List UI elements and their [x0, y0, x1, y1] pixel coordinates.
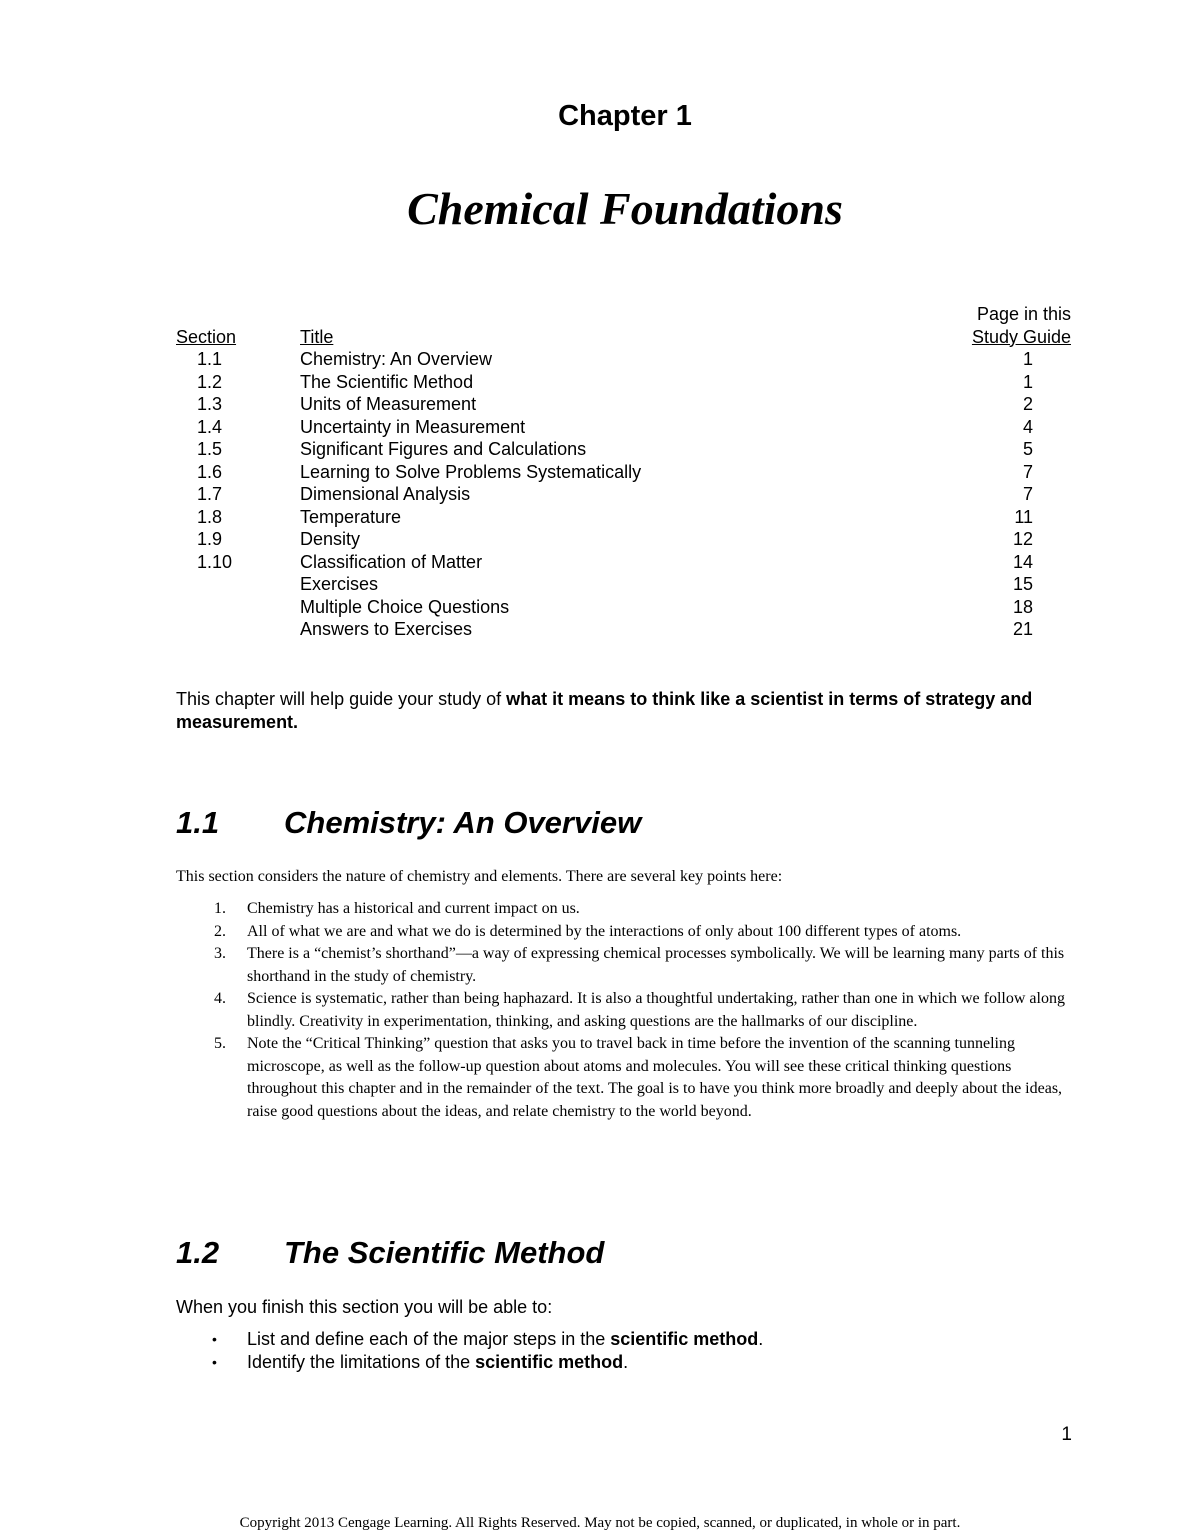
toc-row-section: 1.10 — [197, 551, 233, 572]
page-number: 1 — [1061, 1424, 1072, 1445]
toc-row — [176, 618, 1071, 641]
section-1-2-intro: When you finish this section you will be able to: — [176, 1297, 553, 1317]
toc-row-page: 1 — [1022, 371, 1033, 392]
bullet-icon: • — [212, 1331, 217, 1347]
list-item — [176, 1033, 1076, 1123]
toc-row — [176, 596, 1071, 619]
toc-row-page: 11 — [1014, 506, 1033, 527]
section-heading-1-2 — [176, 1235, 604, 1271]
list-item — [176, 988, 1076, 1033]
list-item — [176, 1328, 1076, 1351]
toc-row-section: 1.8 — [197, 506, 223, 527]
list-item-bold: scientific method — [610, 1329, 759, 1349]
list-item-text: There is a “chemist’s shorthand”—a way of expressing chemical processes symbolically. We will be learning many parts of this shorthand in the study of chemistry. — [247, 945, 1065, 985]
toc-row-title: Dimensional Analysis — [300, 484, 471, 504]
toc-row-title: Answers to Exercises — [300, 619, 473, 639]
list-item-text: List and define each of the major steps in the — [247, 1329, 611, 1349]
toc-row-page: 14 — [1012, 551, 1033, 572]
toc-row — [176, 438, 1071, 461]
list-item-text: Identify the limitations of the — [247, 1352, 476, 1372]
list-item-end: . — [758, 1329, 764, 1349]
list-item-number: 2. — [214, 922, 226, 940]
toc-header-line-1 — [176, 303, 1071, 326]
list-item-number: 1. — [214, 900, 226, 917]
toc-header-line-2 — [176, 326, 1071, 349]
toc-row-section: 1.4 — [197, 416, 223, 437]
toc-row — [176, 551, 1071, 574]
toc-row — [176, 506, 1071, 529]
toc-row — [176, 371, 1071, 394]
toc-row — [176, 528, 1071, 551]
list-item — [176, 1351, 1076, 1374]
list-item-number: 4. — [214, 990, 226, 1007]
toc-header-title: Title — [300, 326, 334, 347]
chapter-intro — [176, 688, 1076, 734]
section-1-2-objectives — [176, 1328, 1076, 1374]
toc-header-section: Section — [176, 326, 237, 347]
toc-header-page-line1: Page in this — [976, 304, 1071, 324]
toc-row-title: The Scientific Method — [300, 371, 474, 392]
toc-row-page: 7 — [1022, 461, 1033, 482]
toc-row-page: 15 — [1012, 574, 1033, 594]
list-item — [176, 898, 1076, 921]
toc-header-page-line2: Study Guide — [971, 326, 1071, 347]
toc-row-section: 1.7 — [197, 484, 223, 504]
list-item-text: Chemistry has a historical and current impact on us. — [247, 900, 580, 917]
section-number: 1.1 — [176, 805, 220, 840]
chapter-title: Chemical Foundations — [407, 183, 843, 234]
toc-row — [176, 393, 1071, 416]
section-title: Chemistry: An Overview — [284, 805, 642, 840]
toc-row-title: Multiple Choice Questions — [300, 596, 510, 617]
toc-row-page: 21 — [1012, 619, 1033, 639]
list-item-number: 3. — [214, 945, 226, 962]
section-heading-1-1 — [176, 805, 641, 841]
section-number: 1.2 — [176, 1235, 220, 1270]
toc-row-page: 2 — [1022, 394, 1033, 414]
list-item-text: Note the “Critical Thinking” question that asks you to travel back in time before the invention of the scanning tunneling microscope, as well as the follow-up question about atoms and molecules. You will see these critical thinking questions throughout this chapter and in the remainder of the text. The goal is to have you think more broadly and deeply about the ideas, raise good questions about the ideas, and relate chemistry to the world beyond. — [247, 1035, 1063, 1120]
toc-row-title: Chemistry: An Overview — [300, 349, 493, 369]
toc-row-title: Temperature — [300, 506, 402, 527]
list-item-text: Science is systematic, rather than being haphazard. It is also a thoughtful undertaking, rather than one in which we follow along blindly. Creativity in experimentation, thinking, and asking questions are the hallmarks of our discipline. — [247, 990, 1065, 1030]
toc-row-title: Significant Figures and Calculations — [300, 439, 587, 459]
toc-row-page: 7 — [1022, 484, 1033, 504]
chapter-intro-bold: what it means to think like a scientist in terms of strategy and measurement. — [176, 689, 1033, 732]
list-item-bold: scientific method — [475, 1352, 624, 1372]
list-item-text: All of what we are and what we do is determined by the interactions of only about 100 different types of atoms. — [247, 922, 962, 940]
toc-row-page: 18 — [1012, 596, 1033, 617]
chapter-label: Chapter 1 — [558, 100, 692, 132]
toc-row-title: Density — [300, 529, 361, 549]
list-item-number: 5. — [214, 1035, 226, 1052]
copyright-notice: Copyright 2013 Cengage Learning. All Rights Reserved. May not be copied, scanned, or duplicated, in whole or in part. — [239, 1515, 961, 1531]
toc-row — [176, 483, 1071, 506]
toc-row-title: Exercises — [300, 574, 379, 594]
toc-row-page: 1 — [1022, 349, 1033, 369]
toc-row-page: 12 — [1012, 529, 1033, 549]
toc-row-title: Units of Measurement — [300, 394, 477, 414]
toc-row-page: 4 — [1022, 416, 1033, 437]
toc-row-section: 1.9 — [197, 529, 223, 549]
chapter-intro-text: This chapter will help guide your study of — [176, 689, 507, 709]
toc-row — [176, 573, 1071, 596]
list-item — [176, 943, 1076, 988]
toc-row — [176, 348, 1071, 371]
list-item-end: . — [623, 1352, 629, 1372]
toc-row-section: 1.5 — [197, 439, 223, 459]
section-1-1-key-points — [176, 898, 1076, 1123]
toc-row — [176, 416, 1071, 439]
toc-row — [176, 461, 1071, 484]
toc-row-section: 1.6 — [197, 461, 223, 482]
toc-row-section: 1.1 — [197, 349, 223, 369]
section-1-1-intro: This section considers the nature of chemistry and elements. There are several key points here: — [176, 868, 783, 885]
toc-row-title: Classification of Matter — [300, 551, 483, 572]
toc-row-section: 1.2 — [197, 371, 223, 392]
section-title: The Scientific Method — [284, 1235, 605, 1270]
toc-row-title: Uncertainty in Measurement — [300, 416, 526, 437]
toc-row-title: Learning to Solve Problems Systematically — [300, 461, 642, 482]
bullet-icon: • — [212, 1354, 217, 1370]
table-of-contents — [176, 303, 1071, 641]
toc-row-section: 1.3 — [197, 394, 223, 414]
list-item — [176, 921, 1076, 944]
toc-row-page: 5 — [1022, 439, 1033, 459]
